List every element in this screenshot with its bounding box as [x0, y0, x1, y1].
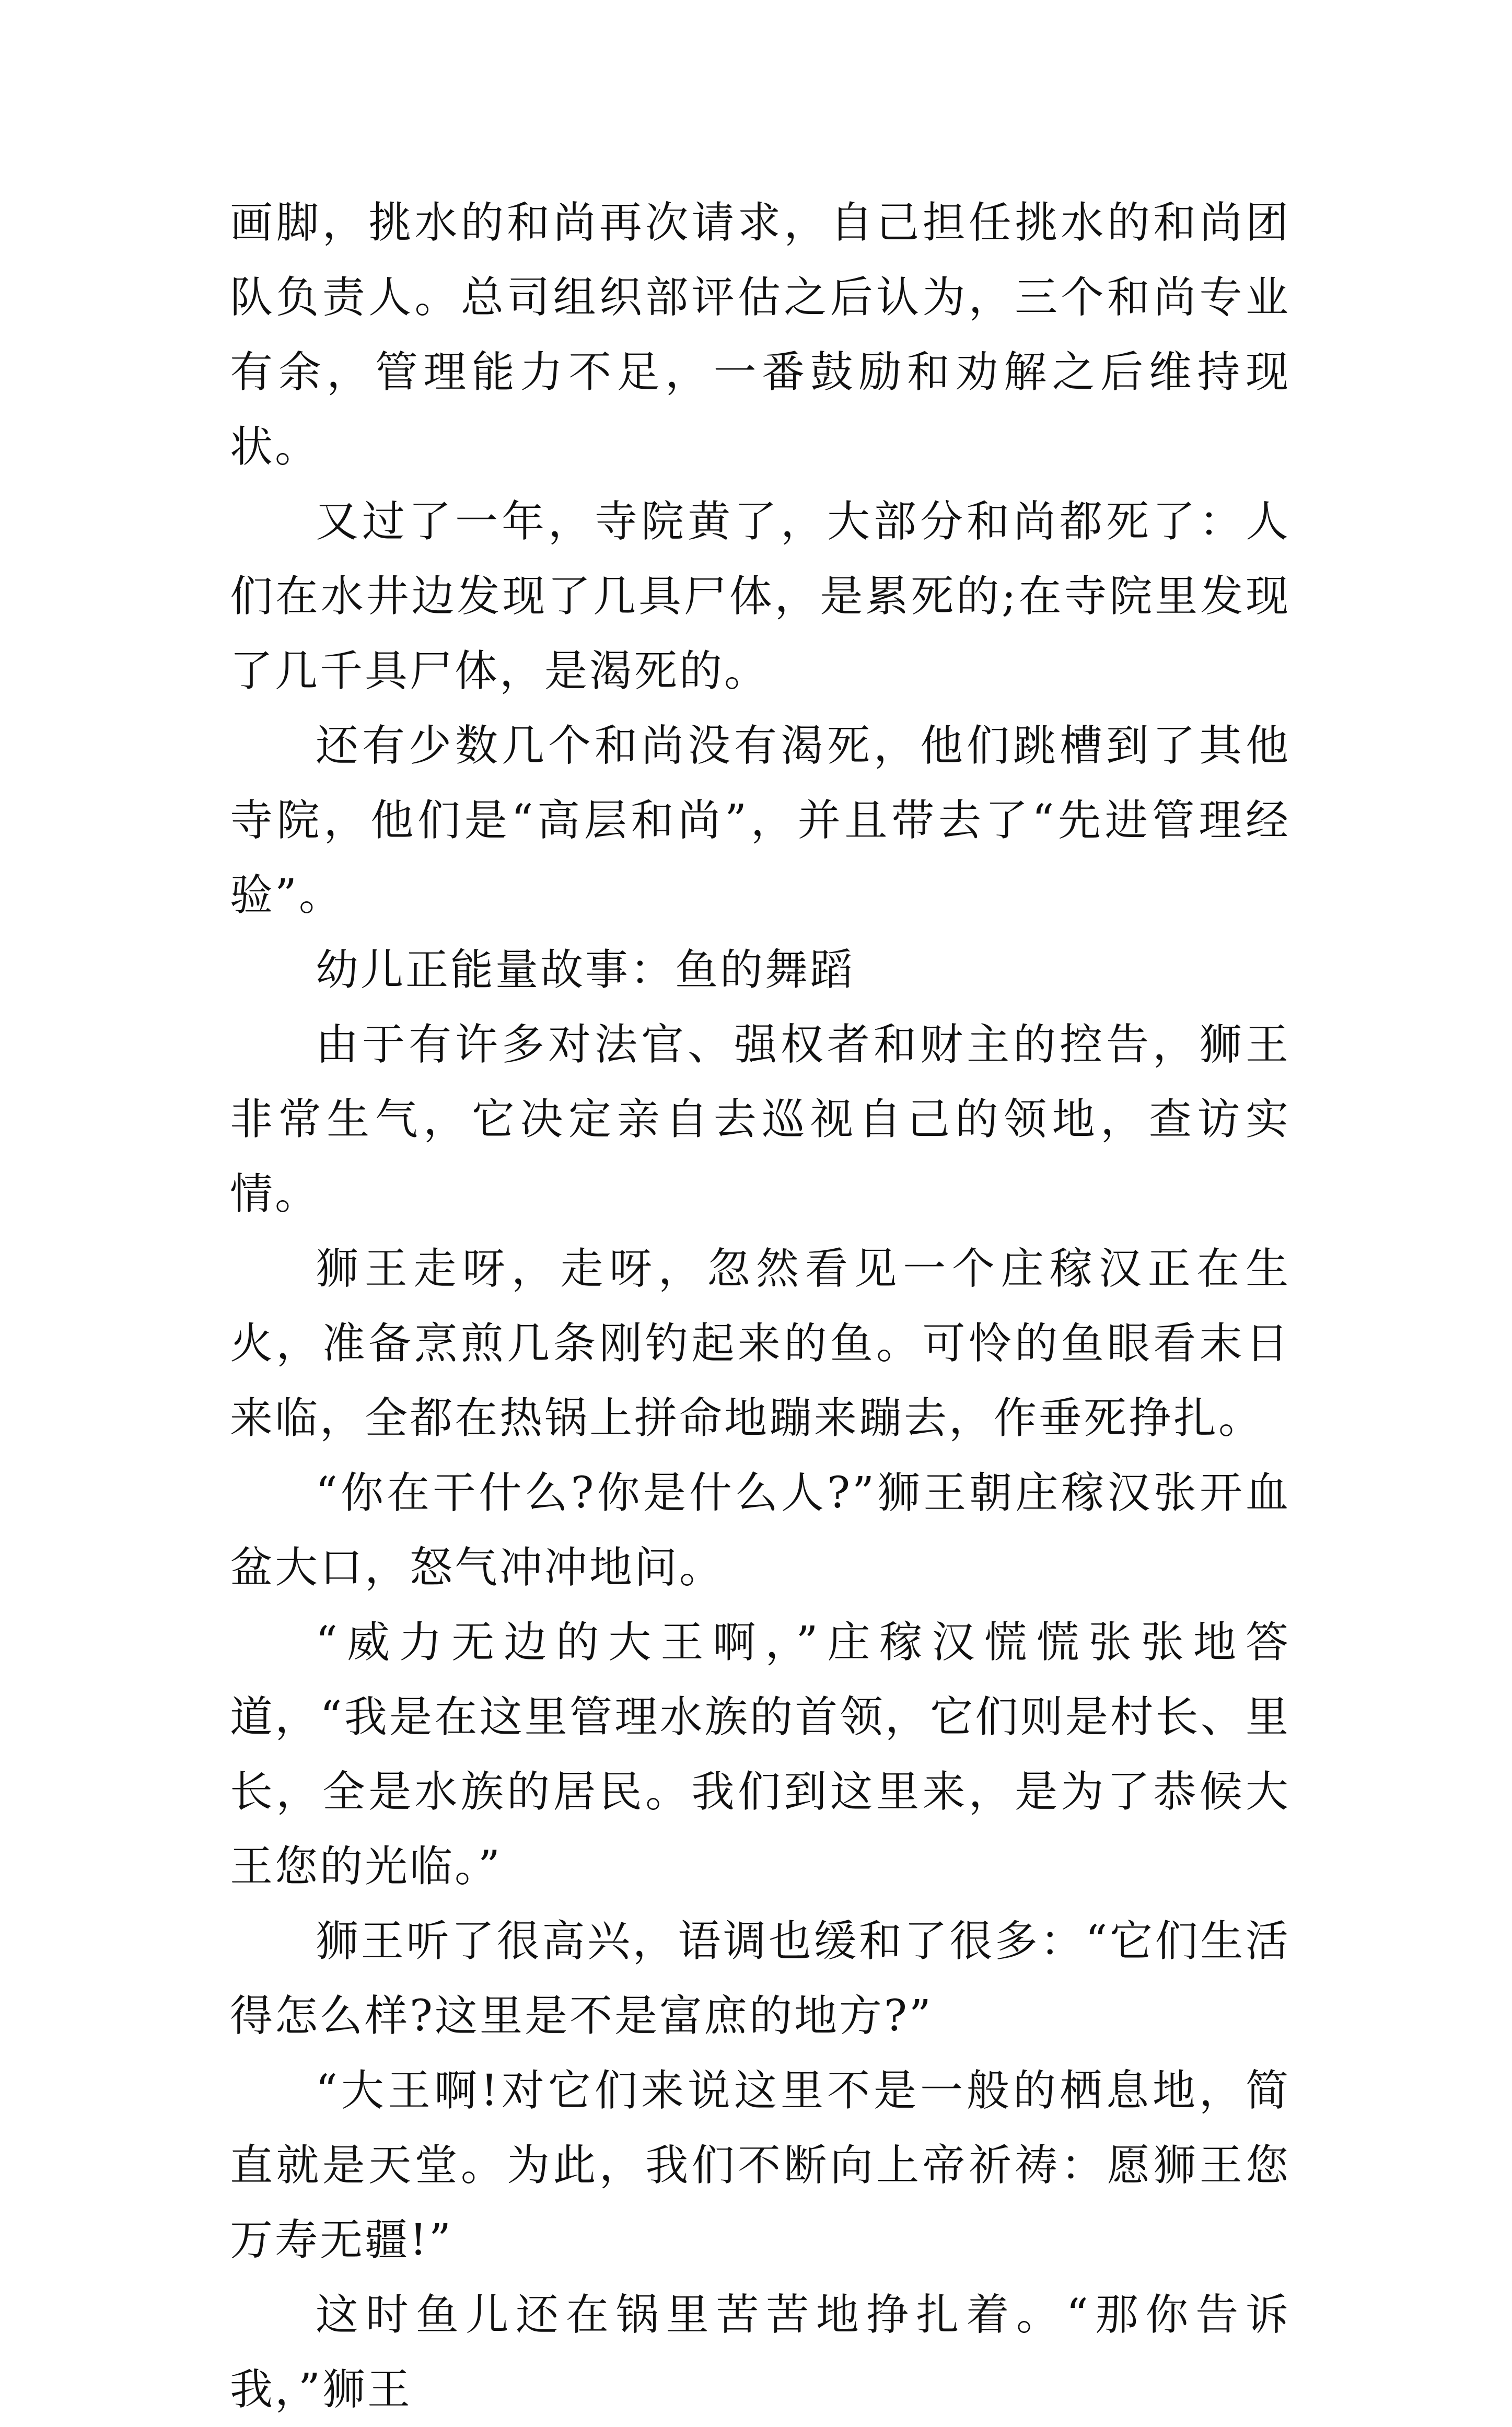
paragraph: 又过了一年，寺院黄了，大部分和尚都死了：人们在水井边发现了几具尸体，是累死的;在寺院里发现了几千具尸体，是渴死的。: [230, 497, 1290, 696]
paragraph: 狮王听了很高兴，语调也缓和了很多：“它们生活得怎么样?这里是不是富庶的地方?”: [230, 1917, 1290, 2041]
paragraph: “威力无边的大王啊，”庄稼汉慌慌张张地答道，“我是在这里管理水族的首领，它们则是村长、里长，全是水族的居民。我们到这里来，是为了恭候大王您的光临。”: [230, 1618, 1290, 1891]
document-body: [230, 185, 1290, 2427]
section-heading: 幼儿正能量故事：鱼的舞蹈: [316, 945, 855, 995]
paragraph: “大王啊!对它们来说这里不是一般的栖息地，简直就是天堂。为此，我们不断向上帝祈祷：愿狮王您万寿无疆!”: [230, 2066, 1290, 2265]
paragraph: 还有少数几个和尚没有渴死，他们跳槽到了其他寺院，他们是“高层和尚”，并且带去了“先进管理经验”。: [230, 721, 1290, 920]
paragraph: 狮王走呀，走呀，忽然看见一个庄稼汉正在生火，准备烹煎几条刚钓起来的鱼。可怜的鱼眼看末日来临，全都在热锅上拼命地蹦来蹦去，作垂死挣扎。: [230, 1244, 1290, 1443]
paragraph: 这时鱼儿还在锅里苦苦地挣扎着。“那你告诉我，”狮王: [230, 2290, 1290, 2414]
paragraph: 由于有许多对法官、强权者和财主的控告，狮王非常生气，它决定亲自去巡视自己的领地，查访实情。: [230, 1020, 1290, 1219]
paragraph: 画脚，挑水的和尚再次请求，自己担任挑水的和尚团队负责人。总司组织部评估之后认为，三个和尚专业有余，管理能力不足，一番鼓励和劝解之后维持现状。: [230, 198, 1290, 472]
paragraph: “你在干什么?你是什么人?”狮王朝庄稼汉张开血盆大口，怒气冲冲地问。: [230, 1468, 1290, 1593]
